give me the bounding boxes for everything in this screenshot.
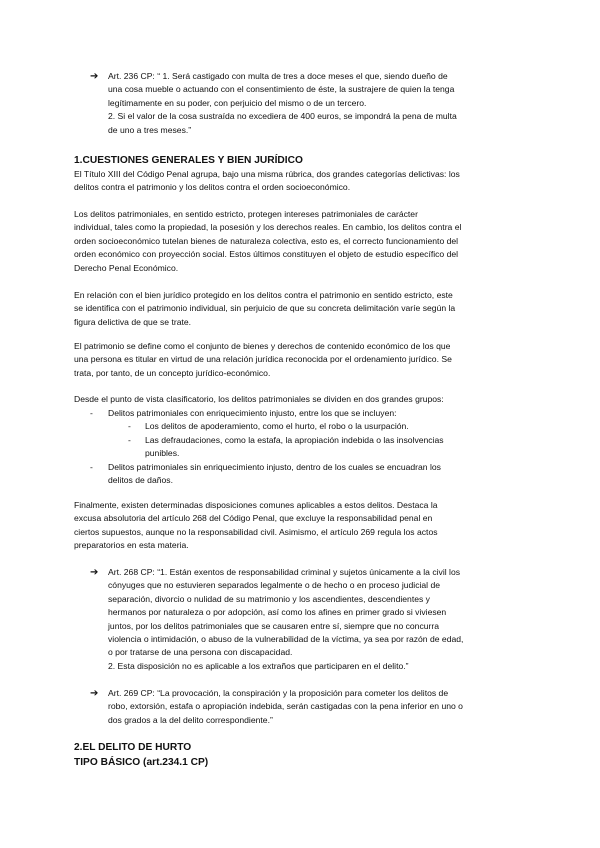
text-line: punibles. bbox=[145, 448, 180, 459]
section1-paragraph-3 bbox=[74, 289, 526, 329]
quote-line: dos grados a la del delito correspondiente.” bbox=[108, 714, 273, 725]
quote-line: hermanos por naturaleza o por adopción, así como los afines en primer grado si viviesen bbox=[108, 607, 447, 618]
quote-line: Art. 269 CP: “La provocación, la conspiración y la proposición para cometer los delitos de bbox=[108, 688, 449, 698]
text-line: delitos contra el patrimonio y los delitos contra el orden socioeconómico. bbox=[74, 182, 351, 193]
text-line: orden socioeconómico tutelan bienes de naturaleza colectiva, esto es, el correcto funcionamiento del bbox=[74, 235, 459, 246]
quote-line: o por tratarse de una persona con discapacidad. bbox=[108, 647, 293, 658]
quote-line: Art. 268 CP: “1. Están exentos de responsabilidad criminal y sujetos únicamente a la civil los bbox=[108, 567, 461, 577]
sublist-item: Los delitos de apoderamiento, como el hurto, el robo o la usurpación. bbox=[145, 421, 409, 432]
section2-subheading: TIPO BÁSICO (art.234.1 CP) bbox=[74, 757, 209, 768]
section1-paragraph-2 bbox=[74, 208, 526, 275]
list-dash: - bbox=[90, 461, 93, 472]
text-line: se identifica con el patrimonio individual, sin perjuicio de que su concreta delimitación varíe según la bbox=[74, 303, 456, 314]
text-line: Los delitos patrimoniales, en sentido estricto, protegen intereses patrimoniales de carácter bbox=[74, 209, 418, 219]
text-line: delitos de daños. bbox=[108, 475, 173, 485]
quote-art268-text bbox=[108, 566, 526, 673]
arrow-icon: ➔ bbox=[90, 688, 99, 699]
text-line: una persona es titular en virtud de una relación jurídica reconocida por el ordenamiento jurídico. Se bbox=[74, 354, 452, 365]
quote-line: 2. Si el valor de la cosa sustraída no excediera de 400 euros, se impondrá la pena de multa bbox=[108, 111, 457, 122]
sublist-dash: - bbox=[128, 434, 131, 445]
classification-list bbox=[90, 407, 526, 487]
text-line: excusa absolutoria del artículo 268 del Código Penal, que excluye la responsabilidad penal en bbox=[74, 513, 433, 524]
section1-paragraph-5: Desde el punto de vista clasificatorio, los delitos patrimoniales se dividen en dos grandes grupos: bbox=[74, 394, 444, 404]
text-line: En relación con el bien jurídico protegido en los delitos contra el patrimonio en sentido estricto, este bbox=[74, 290, 453, 300]
quote-line: robo, extorsión, estafa o apropiación indebida, serán castigadas con la pena inferior en uno o bbox=[108, 701, 463, 712]
text-line: El patrimonio se define como el conjunto de bienes y derechos de contenido económico de los que bbox=[74, 341, 451, 351]
arrow-icon: ➔ bbox=[90, 71, 99, 82]
text-line: preparatorios en esta materia. bbox=[74, 540, 189, 551]
quote-line: cónyuges que no estuvieren separados legalmente o de hecho o en proceso judicial de bbox=[108, 580, 441, 591]
text-line: trata, por tanto, de un concepto jurídico-económico. bbox=[74, 367, 271, 378]
text-line: ciertos supuestos, aunque no la responsabilidad civil. Asimismo, el artículo 269 regula los actos bbox=[74, 526, 438, 537]
text-line: individual, tales como la propiedad, la posesión y los derechos reales. En cambio, los delitos contra el bbox=[74, 222, 462, 233]
text-line: figura delictiva de que se trate. bbox=[74, 316, 192, 327]
quote-line: de uno a tres meses.” bbox=[108, 124, 192, 135]
sublist-item bbox=[145, 434, 526, 461]
section1-paragraph-4 bbox=[74, 340, 526, 380]
quote-line: Art. 236 CP: “ 1. Será castigado con multa de tres a doce meses el que, siendo dueño de bbox=[108, 71, 448, 81]
section1-paragraph-1 bbox=[74, 168, 526, 195]
text-line: Delitos patrimoniales sin enriquecimiento injusto, dentro de los cuales se encuadran los bbox=[108, 461, 441, 472]
section1-paragraph-6 bbox=[74, 499, 526, 553]
quote-line: legítimamente en su poder, con perjuicio del mismo o de un tercero. bbox=[108, 97, 367, 108]
text-line: Las defraudaciones, como la estafa, la apropiación indebida o las insolvencias bbox=[145, 434, 444, 445]
quote-line: una cosa mueble o actuando con el consentimiento de éste, la sustrajere de quien la tenga bbox=[108, 84, 455, 95]
section2-heading: 2.EL DELITO DE HURTO bbox=[74, 742, 192, 753]
arrow-icon: ➔ bbox=[90, 567, 99, 578]
list-item: Delitos patrimoniales con enriquecimiento injusto, entre los que se incluyen: bbox=[108, 408, 397, 418]
quote-line: separación, divorcio o nulidad de su matrimonio y los ascendientes, descendientes y bbox=[108, 593, 430, 604]
sublist-dash: - bbox=[128, 421, 131, 432]
section1-heading: 1.CUESTIONES GENERALES Y BIEN JURÍDICO bbox=[74, 155, 303, 166]
quote-line: 2. Esta disposición no es aplicable a los extraños que participaren en el delito.” bbox=[108, 660, 409, 671]
list-dash: - bbox=[90, 408, 93, 418]
quote-line: violencia o intimidación, o abuso de la vulnerabilidad de la víctima, ya sea por razón de edad, bbox=[108, 634, 464, 645]
quote-art236-text bbox=[108, 70, 526, 137]
text-line: orden económico con proyección social. Estos últimos constituyen el objeto de estudio específico del bbox=[74, 249, 459, 260]
text-line: Finalmente, existen determinadas disposiciones comunes aplicables a estos delitos. Destaca la bbox=[74, 500, 438, 510]
quote-art269-text bbox=[108, 687, 526, 727]
text-line: Derecho Penal Económico. bbox=[74, 262, 179, 273]
quote-line: juntos, por los delitos patrimoniales que se causaren entre sí, siempre que no concurra bbox=[108, 620, 440, 631]
text-line: El Título XIII del Código Penal agrupa, bajo una misma rúbrica, dos grandes categorías delictivas: los bbox=[74, 169, 460, 179]
list-item bbox=[108, 461, 526, 488]
